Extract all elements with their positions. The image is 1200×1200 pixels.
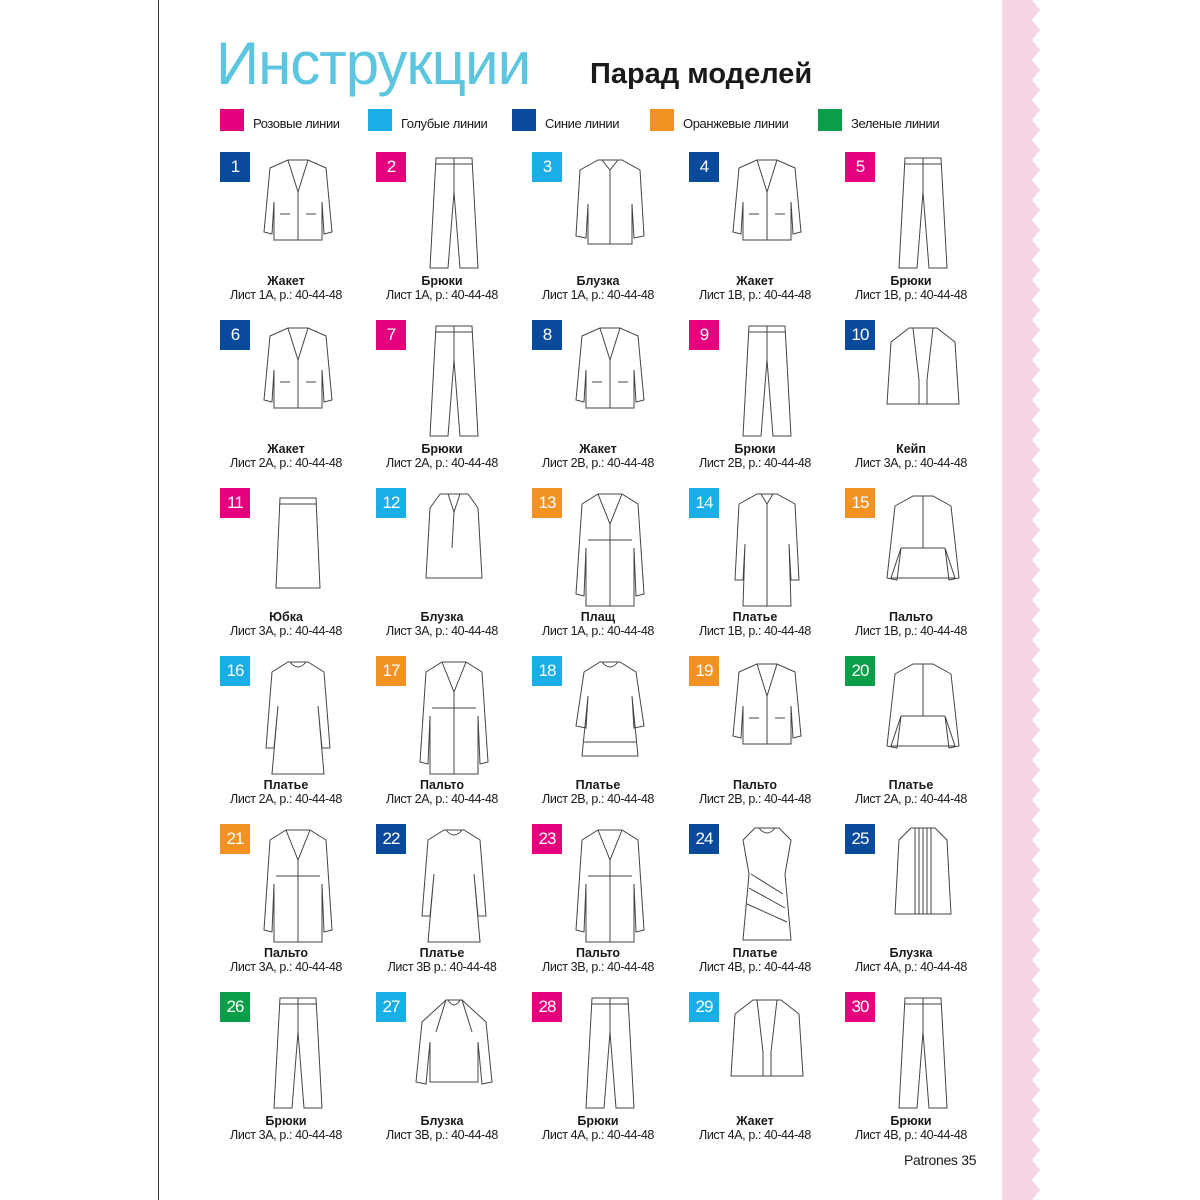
garment-sketch-pants: [875, 152, 971, 272]
model-sheet-info: Лист 1А, р.: 40-44-48: [230, 288, 342, 302]
model-name: Брюки: [890, 274, 932, 288]
model-sheet-info: Лист 4А, р.: 40-44-48: [855, 960, 967, 974]
model-number-badge: 16: [220, 656, 250, 686]
model-name: Платье: [263, 778, 309, 792]
model-number-badge: 25: [845, 824, 875, 854]
model-name: Платье: [732, 946, 778, 960]
garment-sketch-pants: [562, 992, 658, 1112]
model-name: Пальто: [575, 946, 621, 960]
model-card: [845, 824, 1001, 984]
garment-sketch-pants: [406, 152, 502, 272]
model-number-badge: 19: [689, 656, 719, 686]
model-name: Платье: [419, 946, 465, 960]
legend-label: Оранжевые линии: [683, 116, 789, 131]
model-number-badge: 14: [689, 488, 719, 518]
page-subtitle: Парад моделей: [590, 58, 813, 90]
model-number-badge: 30: [845, 992, 875, 1022]
model-sheet-info: Лист 3В, р.: 40-44-48: [542, 960, 654, 974]
garment-sketch-cape: [719, 992, 815, 1112]
model-card: [376, 152, 532, 312]
garment-sketch-coat: [562, 488, 658, 608]
model-caption: [208, 946, 364, 974]
model-card: [220, 152, 376, 312]
model-sheet-info: Лист 3А, р.: 40-44-48: [386, 624, 498, 638]
garment-sketch-jacket: [562, 320, 658, 440]
garment-sketch-peplum: [875, 488, 971, 608]
model-number-badge: 22: [376, 824, 406, 854]
garment-sketch-coat: [250, 824, 346, 944]
model-sheet-info: Лист 2В, р.: 40-44-48: [699, 792, 811, 806]
model-caption: [520, 778, 676, 806]
legend-item-light-blue: [368, 108, 487, 131]
model-card: [845, 656, 1001, 816]
model-number-badge: 15: [845, 488, 875, 518]
garment-sketch-jacket: [250, 320, 346, 440]
model-sheet-info: Лист 4А, р.: 40-44-48: [699, 1128, 811, 1142]
model-sheet-info: Лист 2А, р.: 40-44-48: [230, 792, 342, 806]
model-sheet-info: Лист 2В, р.: 40-44-48: [542, 792, 654, 806]
garment-sketch-pants: [250, 992, 346, 1112]
garment-sketch-sleeveless: [406, 488, 502, 608]
model-number-badge: 23: [532, 824, 562, 854]
model-card: [845, 488, 1001, 648]
model-number-badge: 27: [376, 992, 406, 1022]
model-name: Брюки: [265, 1114, 307, 1128]
garment-sketch-pants: [406, 320, 502, 440]
model-sheet-info: Лист 4В, р.: 40-44-48: [855, 1128, 967, 1142]
garment-sketch-shortdress: [562, 656, 658, 776]
model-card: [376, 488, 532, 648]
model-card: [220, 656, 376, 816]
model-card: [376, 824, 532, 984]
model-name: Пальто: [732, 778, 778, 792]
model-card: [220, 488, 376, 648]
model-name: Юбка: [269, 610, 303, 624]
model-name: Пальто: [263, 946, 309, 960]
model-card: [532, 152, 688, 312]
model-caption: [833, 610, 989, 638]
model-caption: [208, 274, 364, 302]
model-sheet-info: Лист 1А, р.: 40-44-48: [542, 288, 654, 302]
legend-swatch: [368, 109, 392, 131]
model-caption: [364, 610, 520, 638]
model-card: [689, 152, 845, 312]
model-sheet-info: Лист 3А, р.: 40-44-48: [855, 456, 967, 470]
page-edge-line: [158, 0, 159, 1200]
model-name: Брюки: [421, 442, 463, 456]
model-caption: [677, 778, 833, 806]
model-caption: [677, 610, 833, 638]
model-card: [689, 320, 845, 480]
model-name: Плащ: [580, 610, 616, 624]
model-sheet-info: Лист 3А, р.: 40-44-48: [230, 1128, 342, 1142]
legend-item-green: [818, 108, 939, 131]
garment-sketch-shirt: [562, 152, 658, 272]
model-card: [220, 320, 376, 480]
legend-label: Зеленые линии: [851, 116, 940, 131]
model-number-badge: 1: [220, 152, 250, 182]
model-sheet-info: Лист 1А, р.: 40-44-48: [542, 624, 654, 638]
model-sheet-info: Лист 1В, р.: 40-44-48: [855, 288, 967, 302]
model-caption: [677, 1114, 833, 1142]
garment-sketch-pleated: [875, 824, 971, 944]
model-sheet-info: Лист 2В, р.: 40-44-48: [542, 456, 654, 470]
model-card: [220, 824, 376, 984]
model-number-badge: 8: [532, 320, 562, 350]
pink-zigzag-band: [1002, 0, 1040, 1200]
model-sheet-info: Лист 2А, р.: 40-44-48: [386, 456, 498, 470]
model-card: [689, 488, 845, 648]
model-number-badge: 20: [845, 656, 875, 686]
model-caption: [208, 1114, 364, 1142]
model-name: Кейп: [896, 442, 926, 456]
legend-swatch: [220, 109, 244, 131]
model-card: [689, 656, 845, 816]
legend-swatch: [650, 109, 674, 131]
garment-sketch-coat: [562, 824, 658, 944]
model-number-badge: 6: [220, 320, 250, 350]
model-sheet-info: Лист 1А, р.: 40-44-48: [386, 288, 498, 302]
model-sheet-info: Лист 4В, р.: 40-44-48: [699, 960, 811, 974]
garment-sketch-peplum: [875, 656, 971, 776]
model-caption: [677, 946, 833, 974]
page-footer: Patrones 35: [904, 1152, 977, 1168]
model-name: Жакет: [267, 274, 305, 288]
model-name: Жакет: [736, 1114, 774, 1128]
garment-sketch-raglan: [406, 992, 502, 1112]
model-card: [532, 992, 688, 1152]
model-name: Блузка: [420, 610, 464, 624]
model-number-badge: 21: [220, 824, 250, 854]
model-caption: [364, 442, 520, 470]
model-caption: [364, 946, 520, 974]
model-caption: [208, 778, 364, 806]
legend-item-pink: [220, 108, 340, 131]
model-card: [532, 488, 688, 648]
garment-sketch-jacket: [250, 152, 346, 272]
model-sheet-info: Лист 2В, р.: 40-44-48: [699, 456, 811, 470]
legend-label: Синие линии: [545, 116, 620, 131]
model-number-badge: 5: [845, 152, 875, 182]
model-card: [532, 320, 688, 480]
garment-sketch-jacket: [719, 152, 815, 272]
model-caption: [520, 610, 676, 638]
model-sheet-info: Лист 3А, р.: 40-44-48: [230, 624, 342, 638]
model-caption: [520, 1114, 676, 1142]
model-number-badge: 3: [532, 152, 562, 182]
legend-item-blue: [512, 108, 619, 131]
legend-label: Розовые линии: [253, 116, 340, 131]
model-caption: [208, 610, 364, 638]
model-name: Брюки: [890, 1114, 932, 1128]
model-name: Платье: [575, 778, 621, 792]
model-number-badge: 10: [845, 320, 875, 350]
model-sheet-info: Лист 3А, р.: 40-44-48: [230, 960, 342, 974]
model-card: [532, 824, 688, 984]
legend-item-orange: [650, 108, 788, 131]
model-number-badge: 17: [376, 656, 406, 686]
model-caption: [364, 1114, 520, 1142]
model-sheet-info: Лист 1В, р.: 40-44-48: [699, 624, 811, 638]
model-caption: [208, 442, 364, 470]
model-caption: [677, 442, 833, 470]
model-number-badge: 9: [689, 320, 719, 350]
model-card: [845, 152, 1001, 312]
model-caption: [364, 778, 520, 806]
garment-sketch-cape: [875, 320, 971, 440]
model-caption: [833, 274, 989, 302]
model-card: [376, 992, 532, 1152]
model-card: [845, 320, 1001, 480]
model-name: Пальто: [888, 610, 934, 624]
model-number-badge: 26: [220, 992, 250, 1022]
model-card: [845, 992, 1001, 1152]
model-name: Жакет: [736, 274, 774, 288]
model-sheet-info: Лист 2А, р.: 40-44-48: [386, 792, 498, 806]
model-name: Платье: [732, 610, 778, 624]
garment-sketch-coat: [406, 656, 502, 776]
model-name: Жакет: [267, 442, 305, 456]
model-name: Брюки: [577, 1114, 619, 1128]
model-number-badge: 28: [532, 992, 562, 1022]
model-caption: [520, 946, 676, 974]
model-number-badge: 12: [376, 488, 406, 518]
garment-sketch-dress: [250, 656, 346, 776]
model-caption: [833, 1114, 989, 1142]
model-card: [689, 992, 845, 1152]
model-name: Брюки: [421, 274, 463, 288]
model-name: Блузка: [420, 1114, 464, 1128]
model-sheet-info: Лист 2А, р.: 40-44-48: [855, 792, 967, 806]
model-name: Брюки: [734, 442, 776, 456]
model-name: Платье: [888, 778, 934, 792]
garment-sketch-shirtdress: [719, 488, 815, 608]
model-caption: [364, 274, 520, 302]
model-card: [376, 656, 532, 816]
model-caption: [833, 946, 989, 974]
model-caption: [833, 442, 989, 470]
model-number-badge: 13: [532, 488, 562, 518]
model-card: [220, 992, 376, 1152]
model-card: [376, 320, 532, 480]
legend-swatch: [818, 109, 842, 131]
model-number-badge: 4: [689, 152, 719, 182]
model-card: [689, 824, 845, 984]
legend-label: Голубые линии: [401, 116, 488, 131]
garment-sketch-pants: [719, 320, 815, 440]
model-sheet-info: Лист 1В, р.: 40-44-48: [699, 288, 811, 302]
model-card: [532, 656, 688, 816]
garment-sketch-jacket: [719, 656, 815, 776]
garment-sketch-sheath: [719, 824, 815, 944]
model-number-badge: 11: [220, 488, 250, 518]
model-sheet-info: Лист 3В, р.: 40-44-48: [386, 1128, 498, 1142]
model-number-badge: 24: [689, 824, 719, 854]
model-caption: [520, 442, 676, 470]
garment-sketch-dress: [406, 824, 502, 944]
model-name: Блузка: [889, 946, 933, 960]
model-name: Жакет: [579, 442, 617, 456]
page-title: Инструкции: [216, 30, 531, 97]
model-sheet-info: Лист 2А, р.: 40-44-48: [230, 456, 342, 470]
model-number-badge: 29: [689, 992, 719, 1022]
model-number-badge: 2: [376, 152, 406, 182]
model-sheet-info: Лист 3В р.: 40-44-48: [387, 960, 497, 974]
garment-sketch-skirt: [250, 488, 346, 608]
model-caption: [833, 778, 989, 806]
legend-swatch: [512, 109, 536, 131]
model-number-badge: 7: [376, 320, 406, 350]
model-sheet-info: Лист 1В, р.: 40-44-48: [855, 624, 967, 638]
model-number-badge: 18: [532, 656, 562, 686]
garment-sketch-pants: [875, 992, 971, 1112]
model-name: Пальто: [419, 778, 465, 792]
model-caption: [520, 274, 676, 302]
model-caption: [677, 274, 833, 302]
model-name: Блузка: [576, 274, 620, 288]
model-sheet-info: Лист 4А, р.: 40-44-48: [542, 1128, 654, 1142]
